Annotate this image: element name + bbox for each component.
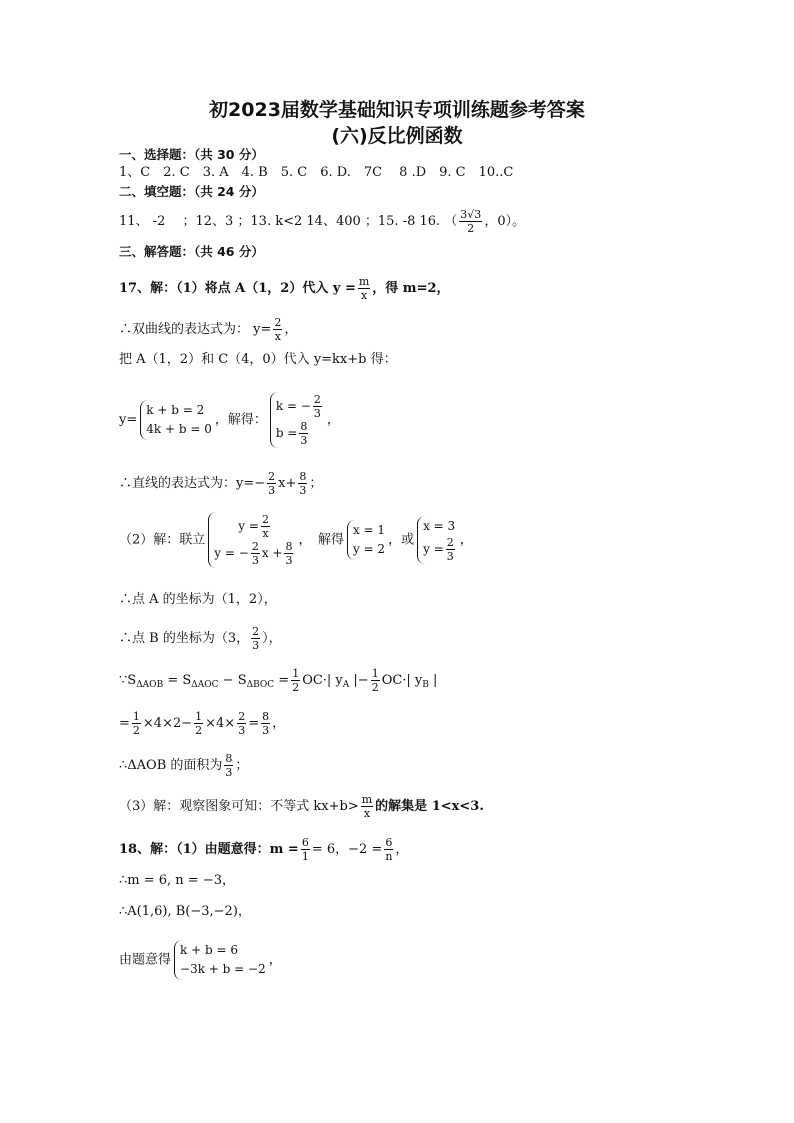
section-heading-solve: 三、解答题：（共 46 分） (119, 244, 264, 259)
fill-answers: 11、 -2 ；12、3 ；13. k<2 14、400 ；15. -8 16. （ $\frac{3√3}{2}$ ，0）。 (119, 208, 526, 235)
q18-line-4: 由题意得 k + b = 6 −3k + b = −2 ， (119, 940, 282, 980)
q17-line-5: ∴直线的表达式为：y=− $\frac{2}{3}$ x+ $\frac{8}{3}$ ； (119, 470, 323, 497)
section-heading-choice: 一、选择题：（共 30 分） (119, 147, 264, 162)
q17-line-6: （2）解：联立 y = $\frac{2}{x}$ y = − $\frac{2}{3}$ x + $\frac{8}{3}$ ， 解得 x = 1 y = 2 ，或 x = 3 y = $\frac{2}{3}$ ， (119, 513, 473, 567)
q18-line-1: 18、解：（1）由题意得：m = $\frac{6}{1}$ = 6，−2 = $\frac{6}{n}$ ， (119, 836, 409, 863)
document-title: 初2023届数学基础知识专项训练题参考答案 (209, 99, 585, 121)
q17-line-8: ∴点 B 的坐标为（3， $\frac{2}{3}$ ）， (119, 625, 282, 652)
q18-line-3: ∴A(1,6), B(−3,−2)， (119, 904, 251, 919)
q17-line-1: 17、解：（1）将点 A（1，2）代入 y = $\frac{m}{x}$ ，得 m=2， (119, 275, 450, 302)
solution-system: k = − $\frac{2}{3}$ b = $\frac{8}{3}$ (270, 392, 324, 448)
q17-line-3: 把 A（1，2）和 C（4，0）代入 y=kx+b 得： (119, 352, 397, 367)
q17-line-2: ∴双曲线的表达式为： y= $\frac{2}{x}$ ， (119, 316, 298, 343)
solution-system: x = 3 y = $\frac{2}{3}$ (417, 516, 457, 564)
q17-line-12: （3）解：观察图象可知：不等式 kx+b> $\frac{m}{x}$ 的解集是 1<x<3. (119, 793, 484, 820)
solution-system: x = 1 y = 2 (347, 520, 385, 560)
q17-line-7: ∴点 A 的坐标为（1，2）， (119, 592, 277, 607)
q17-line-11: ∴ΔAOB 的面积为 $\frac{8}{3}$ ； (119, 752, 249, 779)
section-heading-fill: 二、填空题：（共 24 分） (119, 184, 264, 199)
equation-system: y = $\frac{2}{x}$ y = − $\frac{2}{3}$ x + $\frac{8}{3}$ (208, 512, 295, 568)
q17-line-4: y= k + b = 2 4k + b = 0 ，解得： k = − $\frac{2}{3}$ b = $\frac{8}{3}$ ， (119, 393, 340, 447)
equation-system: k + b = 6 −3k + b = −2 (174, 940, 266, 980)
fraction: $\frac{3√3}{2}$ (460, 208, 482, 235)
q17-line-10: = $\frac{1}{2}$ ×4×2− $\frac{1}{2}$ ×4× $\frac{2}{3}$ = $\frac{8}{3}$ ， (119, 710, 286, 737)
equation-system: k + b = 2 4k + b = 0 (140, 400, 212, 440)
choice-answers: 1、C 2. C 3. A 4. B 5. C 6. D. 7C 8 .D 9. C 10..C (119, 165, 514, 180)
document-subtitle: (六)反比例函数 (331, 125, 463, 147)
q18-line-2: ∴m = 6, n = −3， (119, 873, 235, 888)
q17-line-9: $\because S_{\Delta AOB} = S_{\Delta AOC} - S_{\Delta BOC}$ = $\frac{1}{2}$ OC·| $y_A$ |− $\frac{1}{2}$ OC·| $y_B$ | (119, 667, 438, 694)
